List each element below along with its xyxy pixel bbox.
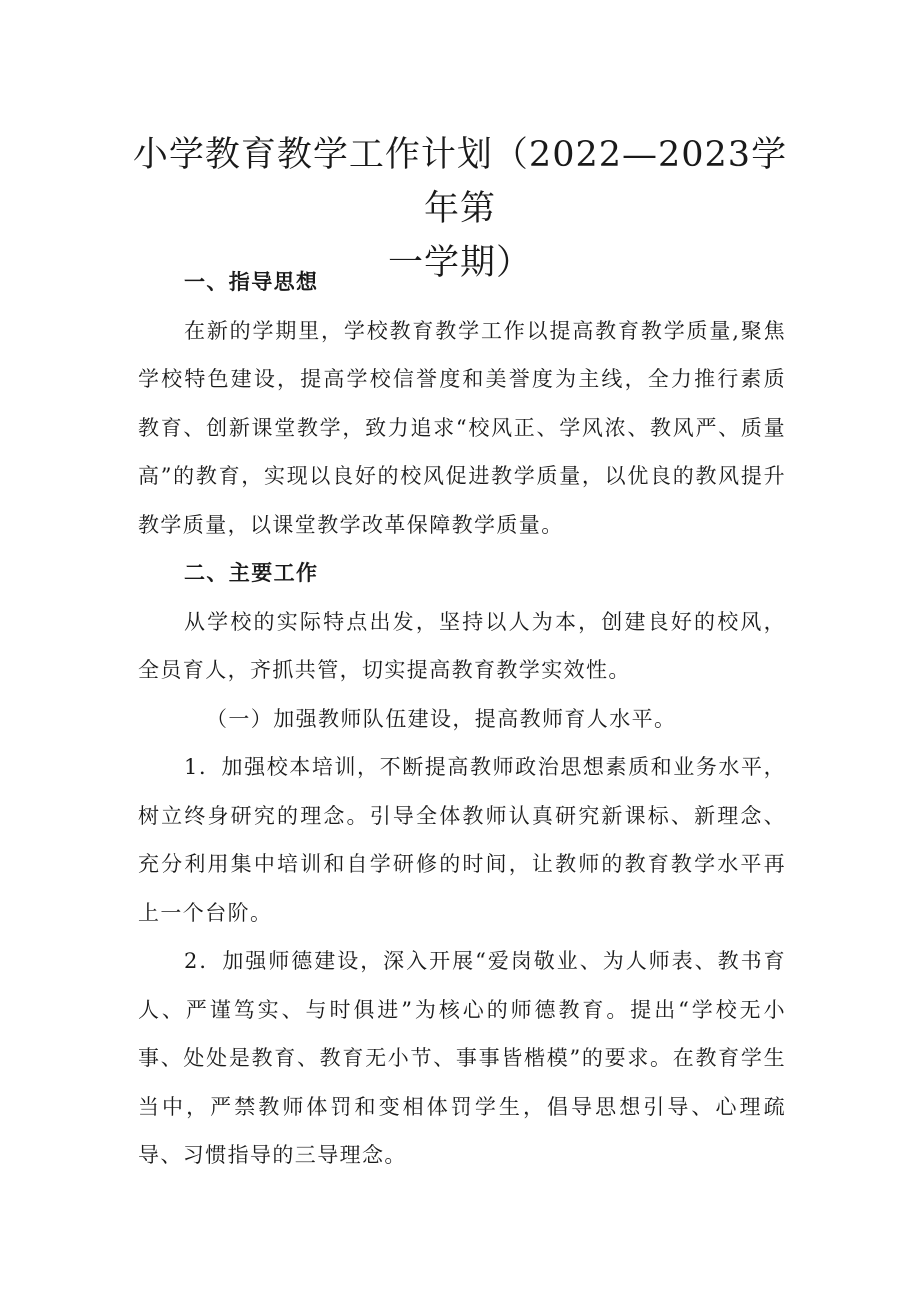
document-body bbox=[138, 258, 786, 1180]
section-heading-main-work: 二、主要工作 bbox=[184, 561, 319, 585]
paragraph-item-1: 1．加强校本培训，不断提高教师政治思想素质和业务水平，树立终身研究的理念。引导全体教师认真研究新课标、新理念、充分利用集中培训和自学研修的时间，让教师的教育教学水平再上一个台阶。 bbox=[138, 755, 786, 925]
title-line-2: 一学期） bbox=[387, 243, 532, 283]
paragraph-guiding-ideology: 在新的学期里，学校教育教学工作以提高教育教学质量,聚焦学校特色建设，提高学校信誉度和美誉度为主线，全力推行素质教育、创新课堂教学，致力追求“校风正、学风浓、教风严、质量高”的教育，实现以良好的校风促进教学质量，以优良的教风提升教学质量，以课堂教学改革保障教学质量。 bbox=[138, 318, 786, 537]
paragraph-item-2: 2．加强师德建设，深入开展“爱岗敬业、为人师表、教书育人、严谨笃实、与时俱进”为核心的师德教育。提出“学校无小事、处处是教育、教育无小节、事事皆楷模”的要求。在教育学生当中，严禁教师体罚和变相体罚学生，倡导思想引导、心理疏导、习惯指导的三导理念。 bbox=[138, 949, 786, 1167]
subsection-heading-teacher-team: （一）加强教师队伍建设，提高教师育人水平。 bbox=[206, 706, 677, 731]
section-heading-guiding-ideology: 一、指导思想 bbox=[184, 270, 319, 294]
paragraph-main-work-intro: 从学校的实际特点出发，坚持以人为本，创建良好的校风，全员育人，齐抓共管，切实提高教育教学实效性。 bbox=[138, 609, 786, 682]
title-line-1: 小学教育教学工作计划（2022—2023学年第 bbox=[132, 135, 788, 229]
